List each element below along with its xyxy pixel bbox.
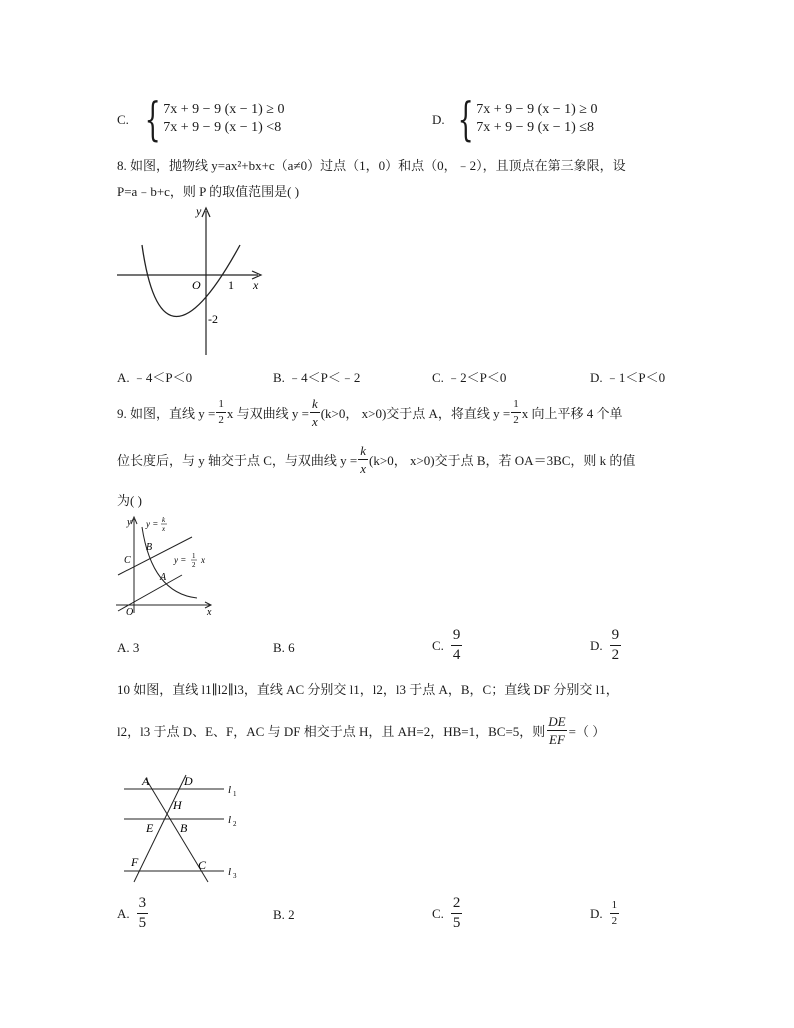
q9-text: (k>0， x>0)交于点 A，将直线 y = bbox=[320, 406, 511, 421]
q9-text: 位长度后，与 y 轴交于点 C，与双曲线 y = bbox=[117, 453, 358, 468]
q7-option-c-label: C. bbox=[117, 112, 129, 127]
parabola-curve bbox=[142, 245, 240, 317]
y-label: y bbox=[196, 204, 202, 218]
q8-stem-line-1: 8. 如图，抛物线 y=ax²+bx+c（a≠0）过点（1，0）和点（0，﹣2），且顶点在第三象限，设 bbox=[117, 158, 626, 173]
q7-d-line-2: 7x + 9 − 9 (x − 1) ≤8 bbox=[476, 120, 594, 135]
q9-stem-line-3: 为( ) bbox=[117, 493, 142, 508]
hyperbola-curve bbox=[142, 527, 197, 598]
q7-option-d-system bbox=[451, 92, 598, 146]
fraction-denominator: 5 bbox=[452, 915, 461, 931]
fraction-denominator: EF bbox=[549, 732, 565, 747]
line-label-den: 2 bbox=[192, 561, 196, 569]
fraction-half bbox=[511, 399, 521, 426]
fraction-denominator: 4 bbox=[452, 647, 461, 663]
q8-option-a[interactable]: A. ﹣4＜P＜0 bbox=[117, 370, 193, 385]
point-h-label: H bbox=[173, 798, 182, 812]
point-b-label: B bbox=[146, 542, 153, 553]
fraction-denominator: x bbox=[360, 461, 367, 476]
point-d-label: D bbox=[184, 774, 193, 788]
line-l1-subscript: 1 bbox=[233, 790, 237, 798]
option-label: A. bbox=[117, 905, 130, 921]
option-label: C. bbox=[432, 637, 444, 653]
q8-parabola-graph bbox=[112, 203, 272, 361]
fraction-half bbox=[216, 399, 226, 426]
x-label: x bbox=[207, 607, 212, 618]
q10-text: l2，l3 于点 D、E、F，AC 与 DF 相交于点 H，且 AH=2，HB=1，BC=5，则 bbox=[117, 724, 546, 739]
curve-label-x: x bbox=[162, 525, 166, 533]
q10-option-c[interactable] bbox=[432, 896, 463, 931]
q9-stem-line-1 bbox=[117, 397, 623, 428]
option-label: D. bbox=[590, 637, 603, 653]
q7-c-line-2: 7x + 9 − 9 (x − 1) <8 bbox=[163, 120, 282, 135]
fraction-numerator: k bbox=[311, 396, 318, 411]
q10-option-a[interactable] bbox=[117, 896, 149, 931]
origin-label: O bbox=[192, 278, 201, 292]
q7-option-c-system bbox=[138, 92, 285, 146]
q9-option-a[interactable]: A. 3 bbox=[117, 640, 140, 655]
fraction-numerator: k bbox=[360, 443, 367, 458]
q8-stem-line-2: P=a﹣b+c，则 P 的取值范围是( ) bbox=[117, 184, 300, 199]
y-label: y bbox=[127, 517, 132, 528]
fraction-three-fifths bbox=[137, 896, 149, 931]
fraction-one-half bbox=[610, 900, 620, 927]
fraction-nine-halves bbox=[610, 628, 622, 663]
fraction-two-fifths bbox=[451, 896, 463, 931]
point-neg2-label: -2 bbox=[208, 312, 218, 326]
fraction-k-over-x bbox=[310, 397, 320, 428]
fraction-numerator: 2 bbox=[452, 895, 461, 911]
fraction-denominator: 5 bbox=[138, 915, 147, 931]
line-l3-label: l bbox=[228, 866, 232, 878]
fraction-de-over-ef bbox=[546, 715, 567, 746]
q10-option-b[interactable]: B. 2 bbox=[273, 907, 295, 922]
origin-label: O bbox=[126, 607, 134, 618]
q10-parallel-lines-graph bbox=[112, 765, 252, 890]
point-a-label: A bbox=[142, 774, 150, 788]
fraction-numerator: 3 bbox=[138, 895, 147, 911]
q10-stem-line-1: 10 如图，直线 l1∥l2∥l3，直线 AC 分别交 l1，l2，l3 于点 A，B，C；直线 DF 分别交 l1， bbox=[117, 682, 619, 697]
fraction-numerator: 1 bbox=[611, 899, 618, 911]
q9-text: (k>0， x>0)交于点 B，若 OA＝3BC，则 k 的值 bbox=[369, 453, 636, 468]
q7-option-d-label: D. bbox=[432, 112, 445, 127]
x-label: x bbox=[253, 278, 259, 292]
q8-option-d[interactable]: D. ﹣1＜P＜0 bbox=[590, 370, 666, 385]
fraction-nine-fourths bbox=[451, 628, 463, 663]
q9-stem-line-2 bbox=[117, 444, 635, 475]
point-c-label: C bbox=[124, 555, 131, 566]
fraction-k-over-x bbox=[358, 444, 368, 475]
point-b-label: B bbox=[180, 821, 188, 835]
line-label-num: 1 bbox=[192, 552, 196, 560]
fraction-denominator: 2 bbox=[513, 414, 519, 426]
line-l2-label: l bbox=[228, 814, 232, 826]
point-a-label: A bbox=[160, 572, 167, 583]
line-l2-subscript: 2 bbox=[233, 820, 237, 828]
q10-stem-line-2 bbox=[117, 715, 605, 746]
q8-option-c[interactable]: C. ﹣2＜P＜0 bbox=[432, 370, 507, 385]
fraction-denominator: x bbox=[311, 414, 318, 429]
q10-option-d[interactable] bbox=[590, 900, 620, 927]
line-df bbox=[134, 775, 186, 882]
point-1-label: 1 bbox=[228, 278, 234, 292]
fraction-denominator: 2 bbox=[611, 915, 618, 927]
q8-option-b[interactable]: B. ﹣4＜P＜﹣2 bbox=[273, 370, 361, 385]
line-label: y = bbox=[174, 555, 187, 565]
fraction-denominator: 2 bbox=[218, 414, 224, 426]
q9-text: x 向上平移 4 个单 bbox=[521, 406, 623, 421]
option-label: C. bbox=[432, 905, 444, 921]
option-label: D. bbox=[590, 905, 603, 921]
line-half-x bbox=[118, 575, 182, 611]
line-l1-label: l bbox=[228, 784, 232, 796]
fraction-numerator: 1 bbox=[513, 398, 519, 410]
q10-text: =（ ） bbox=[568, 724, 606, 739]
curve-label-k: k bbox=[162, 516, 166, 524]
q7-c-line-1: 7x + 9 − 9 (x − 1) ≥ 0 bbox=[163, 102, 285, 117]
q9-option-d[interactable] bbox=[590, 628, 622, 663]
point-c-label: C bbox=[198, 858, 207, 872]
line-label-x: x bbox=[201, 555, 205, 565]
q9-text: 9. 如图，直线 y = bbox=[117, 406, 216, 421]
point-e-label: E bbox=[146, 821, 154, 835]
q9-option-c[interactable] bbox=[432, 628, 463, 663]
curve-label: y = bbox=[146, 519, 159, 529]
fraction-numerator: 9 bbox=[452, 627, 461, 643]
brace-icon: { bbox=[457, 92, 474, 146]
q9-hyperbola-graph bbox=[112, 513, 222, 618]
fraction-numerator: 9 bbox=[611, 627, 620, 643]
q7-d-line-1: 7x + 9 − 9 (x − 1) ≥ 0 bbox=[476, 102, 598, 117]
brace-icon: { bbox=[144, 92, 161, 146]
fraction-numerator: 1 bbox=[218, 398, 224, 410]
line-l3-subscript: 3 bbox=[233, 872, 237, 880]
fraction-numerator: DE bbox=[548, 714, 566, 729]
q9-text: x 与双曲线 y = bbox=[226, 406, 309, 421]
point-f-label: F bbox=[131, 855, 139, 869]
fraction-denominator: 2 bbox=[611, 647, 620, 663]
q9-option-b[interactable]: B. 6 bbox=[273, 640, 295, 655]
